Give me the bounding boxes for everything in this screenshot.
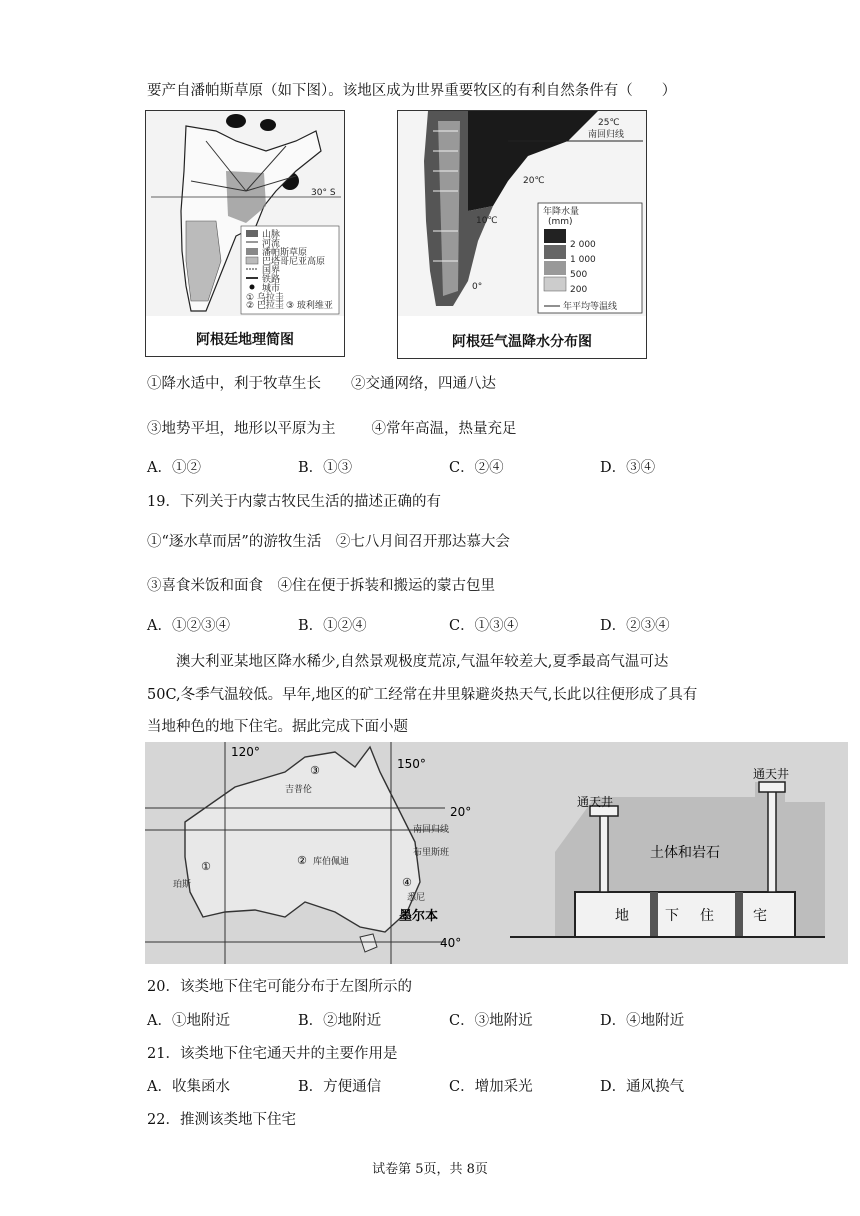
legend-value: 1 000 <box>570 255 596 265</box>
legend-item: 国界 <box>262 266 281 276</box>
isotherm-label: 20℃ <box>523 176 545 186</box>
question-19-statements-1: ①“逐水草而居”的游牧生活 ②七八月间召开那达慕大会 <box>147 534 510 550</box>
legend-item: 巴塔哥尼亚高原 <box>262 257 326 267</box>
place-4: ④ <box>402 876 412 889</box>
latitude-label: 30° S <box>311 188 336 198</box>
option-d[interactable]: D．④地附近 <box>600 1013 685 1029</box>
question-21-stem: 21．该类地下住宅通天井的主要作用是 <box>147 1046 398 1062</box>
option-b[interactable]: B．②地附近 <box>298 1013 382 1029</box>
option-c[interactable]: C．①③④ <box>449 618 519 634</box>
legend-item: ③ 玻利维亚 <box>286 301 333 311</box>
option-c[interactable]: C．③地附近 <box>449 1013 533 1029</box>
q18-options <box>147 456 707 477</box>
option-a[interactable]: A．收集函水 <box>147 1079 230 1095</box>
house-char: 宅 <box>753 908 767 924</box>
place-3: ③ <box>310 764 320 777</box>
australia-house-drawing <box>145 742 848 964</box>
legend-item: ① 乌拉圭 <box>246 293 284 303</box>
legend-title: 年降水量 <box>543 207 580 217</box>
option-b[interactable]: B．①②④ <box>298 618 367 634</box>
place-label: 悉尼 <box>407 893 426 903</box>
longitude-label: 120° <box>231 745 260 759</box>
legend-item: 铁路 <box>262 275 281 285</box>
place-2: ② <box>297 854 307 867</box>
longitude-label: 150° <box>397 757 426 771</box>
question-22-stem: 22．推测该类地下住宅 <box>147 1112 296 1128</box>
latitude-label: 40° <box>440 936 462 950</box>
shaft-label: 通天井 <box>577 795 614 809</box>
question-19-statements-2: ③喜食米饭和面食 ④住在便于拆装和搬运的蒙古包里 <box>147 578 495 594</box>
place-label: 布里斯班 <box>413 848 450 858</box>
legend-value: 500 <box>570 270 588 280</box>
statement: ②交通网络，四通八达 <box>351 376 496 392</box>
legend-item: ② 巴拉圭 <box>246 301 284 311</box>
house-char: 地 <box>615 908 629 924</box>
option-d[interactable]: D．③④ <box>600 460 656 476</box>
place-label: 南回归线 <box>413 825 450 835</box>
latitude-label: 20° <box>450 805 472 819</box>
shaft-label: 通天井 <box>753 767 790 781</box>
place-label: 墨尔本 <box>399 909 439 924</box>
page-footer: 试卷第 5页，共 8页 <box>372 1162 488 1177</box>
legend-value: 2 000 <box>570 240 596 250</box>
legend-item: 河流 <box>262 239 281 249</box>
q21-options <box>147 1075 707 1096</box>
isotherm-label: 0° <box>472 282 483 292</box>
option-c[interactable]: C．②④ <box>449 460 504 476</box>
statement: ④常年高温，热量充足 <box>371 421 517 437</box>
option-a[interactable]: A．①② <box>147 460 201 476</box>
statement-3-4 <box>147 417 517 438</box>
isotherm-label: 10℃ <box>476 216 498 226</box>
legend-isotherm: 年平均等温线 <box>563 302 618 312</box>
q19-options <box>147 614 707 635</box>
climate-map-drawing <box>398 111 646 316</box>
option-b[interactable]: B．方便通信 <box>298 1079 382 1095</box>
question-intro: 要产自潘帕斯草原（如下图）。该地区成为世界重要牧区的有利自然条件有（ ） <box>147 83 677 99</box>
house-char: 下 <box>665 908 679 924</box>
option-d[interactable]: D．通风换气 <box>600 1079 685 1095</box>
passage-line-2: 50C,冬季气温较低。早年,地区的矿工经常在井里躲避炎热天气,长此以往便形成了具有 <box>147 687 698 703</box>
option-c[interactable]: C．增加采光 <box>449 1079 533 1095</box>
figure-argentina-climate <box>397 110 647 359</box>
tropic-label: 南回归线 <box>588 130 625 140</box>
statement: ③地势平坦，地形以平原为主 <box>147 421 336 437</box>
passage-line-1: 澳大利亚某地区降水稀少,自然景观极度荒凉,气温年较差大,夏季最高气温可达 <box>176 654 669 670</box>
passage-line-3: 当地种色的地下住宅。据此完成下面小题 <box>147 719 408 735</box>
option-a[interactable]: A．①②③④ <box>147 618 230 634</box>
rock-label: 土体和岩石 <box>650 845 720 861</box>
question-19-stem: 19．下列关于内蒙古牧民生活的描述正确的有 <box>147 494 441 510</box>
figure-australia-house <box>145 742 848 964</box>
legend-item: 城市 <box>262 284 281 294</box>
question-20-stem: 20．该类地下住宅可能分布于左图所示的 <box>147 979 412 995</box>
legend-unit: (mm) <box>548 217 573 227</box>
figure-argentina-map <box>145 110 345 357</box>
legend-item: 山脉 <box>262 230 281 240</box>
option-a[interactable]: A．①地附近 <box>147 1013 230 1029</box>
argentina-map-drawing <box>146 111 344 316</box>
place-label: 吉普伦 <box>285 785 313 795</box>
legend-value: 200 <box>570 285 588 295</box>
option-d[interactable]: D．②③④ <box>600 618 670 634</box>
figure-caption: 阿根廷地理简图 <box>196 332 294 348</box>
q20-options <box>147 1009 707 1030</box>
figure-caption: 阿根廷气温降水分布图 <box>452 334 592 350</box>
house-char: 住 <box>700 908 714 924</box>
place-label: 珀斯 <box>173 880 192 890</box>
option-b[interactable]: B．①③ <box>298 460 353 476</box>
statement-1-2 <box>147 372 496 393</box>
isotherm-label: 25℃ <box>598 118 620 128</box>
place-1: ① <box>201 860 211 873</box>
legend-item: 潘帕斯草原 <box>262 248 308 258</box>
statement: ①降水适中，利于牧草生长 <box>147 376 321 392</box>
place-label: 库伯佩迪 <box>313 857 350 867</box>
